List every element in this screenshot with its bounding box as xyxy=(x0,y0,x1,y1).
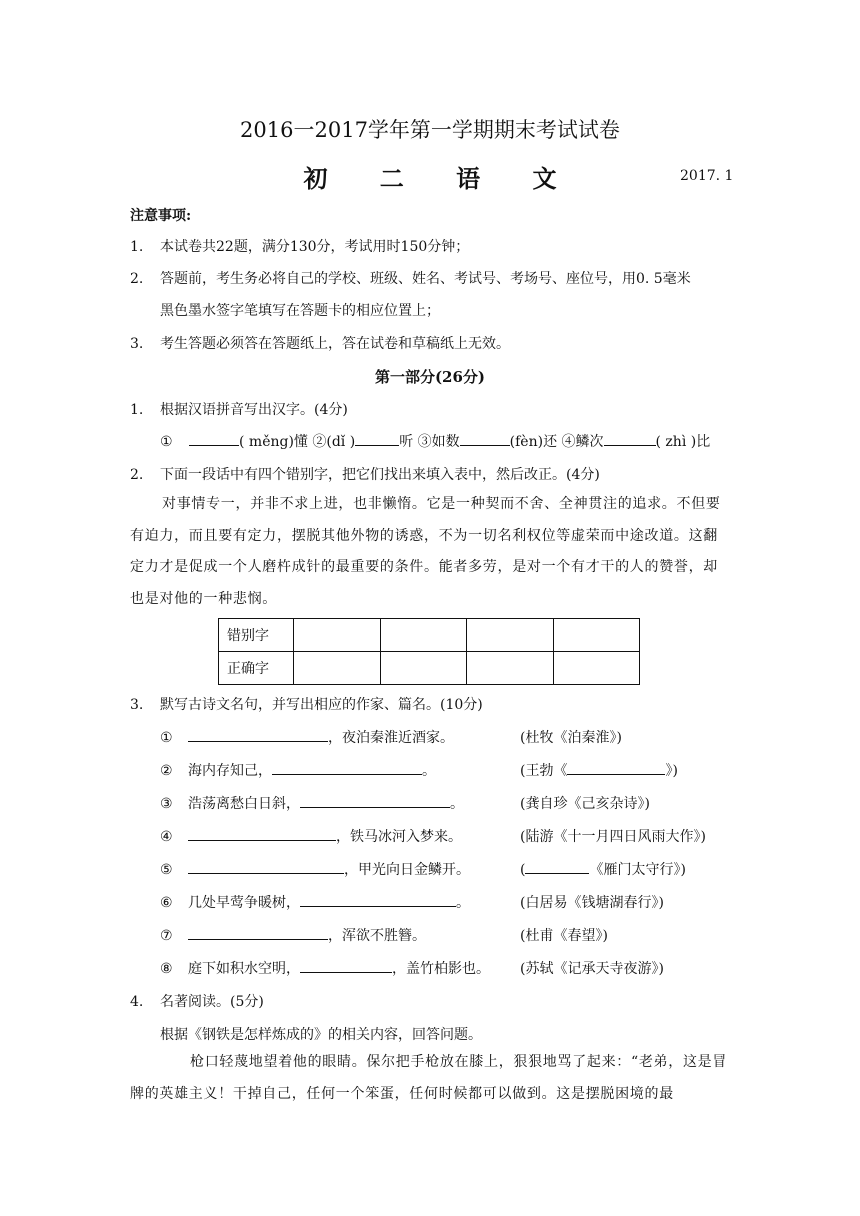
table-cell[interactable] xyxy=(553,652,640,685)
question-3: 3. 默写古诗文名句，并写出相应的作家、篇名。(10分) xyxy=(130,697,483,713)
poem-line: ⑧ 庭下如积水空明， ，盖竹柏影也。 xyxy=(160,958,490,978)
q4-passage: 枪口轻蔑地望着他的眼睛。保尔把手枪放在膝上，狠狠地骂了起来：“老弟，这是冒牌的英雄主义！干掉自己，任何一个笨蛋，任何时候都可以做到。这是摆脱困境的最 xyxy=(130,1054,728,1102)
answer-blank[interactable] xyxy=(567,760,665,775)
table-cell[interactable] xyxy=(294,652,381,685)
poem-line: ② 海内存知己， 。 xyxy=(160,760,436,780)
exam-title: 2016一2017学年第一学期期末考试试卷 xyxy=(240,118,620,142)
poem-source: (龚自珍《己亥杂诗》) xyxy=(520,796,650,812)
table-cell[interactable] xyxy=(467,652,554,685)
poem-line: ④ ，铁马冰河入梦来。 xyxy=(160,826,462,846)
poem-line: ⑤ ，甲光向日金鳞开。 xyxy=(160,859,470,879)
q4-intro: 根据《钢铁是怎样炼成的》的相关内容，回答问题。 xyxy=(160,1027,482,1043)
answer-blank[interactable] xyxy=(189,431,239,446)
answer-blank[interactable] xyxy=(300,892,456,907)
poem-source: (苏轼《记承天寺夜游》) xyxy=(520,961,664,977)
subject-title: 初 二 语 文 xyxy=(303,164,579,193)
table-header-wrong: 错别字 xyxy=(219,619,294,652)
note-item: 黑色墨水签字笔填写在答题卡的相应位置上； xyxy=(160,303,440,319)
table-cell[interactable] xyxy=(553,619,640,652)
answer-blank[interactable] xyxy=(188,925,328,940)
note-item: 3. 考生答题必须答在答题纸上，答在试卷和草稿纸上无效。 xyxy=(130,336,510,352)
answer-blank[interactable] xyxy=(300,793,450,808)
answer-blank[interactable] xyxy=(188,859,344,874)
note-item: 2. 答题前，考生务必将自己的学校、班级、姓名、考试号、考场号、座位号，用0. 5毫米 xyxy=(130,271,691,287)
poem-source: (陆游《十一月四日风雨大作》) xyxy=(520,829,706,845)
answer-blank[interactable] xyxy=(300,958,392,973)
table-cell[interactable] xyxy=(294,619,381,652)
table-cell[interactable] xyxy=(380,652,467,685)
answer-blank[interactable] xyxy=(188,826,336,841)
poem-source: (杜牧《泊秦淮》) xyxy=(520,730,622,746)
poem-line: ⑥ 几处早莺争暖树， 。 xyxy=(160,892,470,912)
table-header-correct: 正确字 xyxy=(219,652,294,685)
poem-line: ③ 浩荡离愁白日斜， 。 xyxy=(160,793,464,813)
poem-source: (杜甫《春望》) xyxy=(520,928,608,944)
poem-source: (王勃《 》) xyxy=(520,760,678,780)
answer-blank[interactable] xyxy=(460,431,510,446)
poem-source: (白居易《钱塘湖春行》) xyxy=(520,895,664,911)
exam-date: 2017. 1 xyxy=(680,168,734,184)
notes-heading: 注意事项: xyxy=(130,208,192,224)
poem-line: ① ，夜泊秦淮近酒家。 xyxy=(160,727,454,747)
table-cell[interactable] xyxy=(380,619,467,652)
error-table xyxy=(218,618,640,685)
question-4: 4. 名著阅读。(5分) xyxy=(130,994,264,1010)
answer-blank[interactable] xyxy=(272,760,422,775)
note-item: 1. 本试卷共22题，满分130分，考试用时150分钟； xyxy=(130,239,470,255)
answer-blank[interactable] xyxy=(355,431,399,446)
q1-items: ① ( měng)懂 ②(dǐ ) 听 ③如数 (fèn)还 ④鳞次 ( zhì )比 xyxy=(160,431,710,451)
question-2: 2. 下面一段话中有四个错别字，把它们找出来填入表中，然后改正。(4分) xyxy=(130,467,600,483)
poem-source: ( 《雁门太守行》) xyxy=(520,859,686,879)
table-cell[interactable] xyxy=(467,619,554,652)
answer-blank[interactable] xyxy=(604,431,656,446)
answer-blank[interactable] xyxy=(525,859,589,874)
poem-line: ⑦ ，浑欲不胜簪。 xyxy=(160,925,426,945)
q2-passage: 对事情专一，并非不求上进，也非懒惰。它是一种契而不舍、全神贯注的追求。不但要有迫力，而且要有定力，摆脱其他外物的诱惑，不为一切名利权位等虚荣而中途改道。这翻定力才是促成一个人磨杵成针的最重要的条件。能者多劳，是对一个有才干的人的赞誉，却也是对他的一种悲悯。 xyxy=(130,496,721,607)
answer-blank[interactable] xyxy=(188,727,328,742)
question-1: 1. 根据汉语拼音写出汉字。(4分) xyxy=(130,402,348,418)
part-heading: 第一部分(26分) xyxy=(374,368,486,386)
